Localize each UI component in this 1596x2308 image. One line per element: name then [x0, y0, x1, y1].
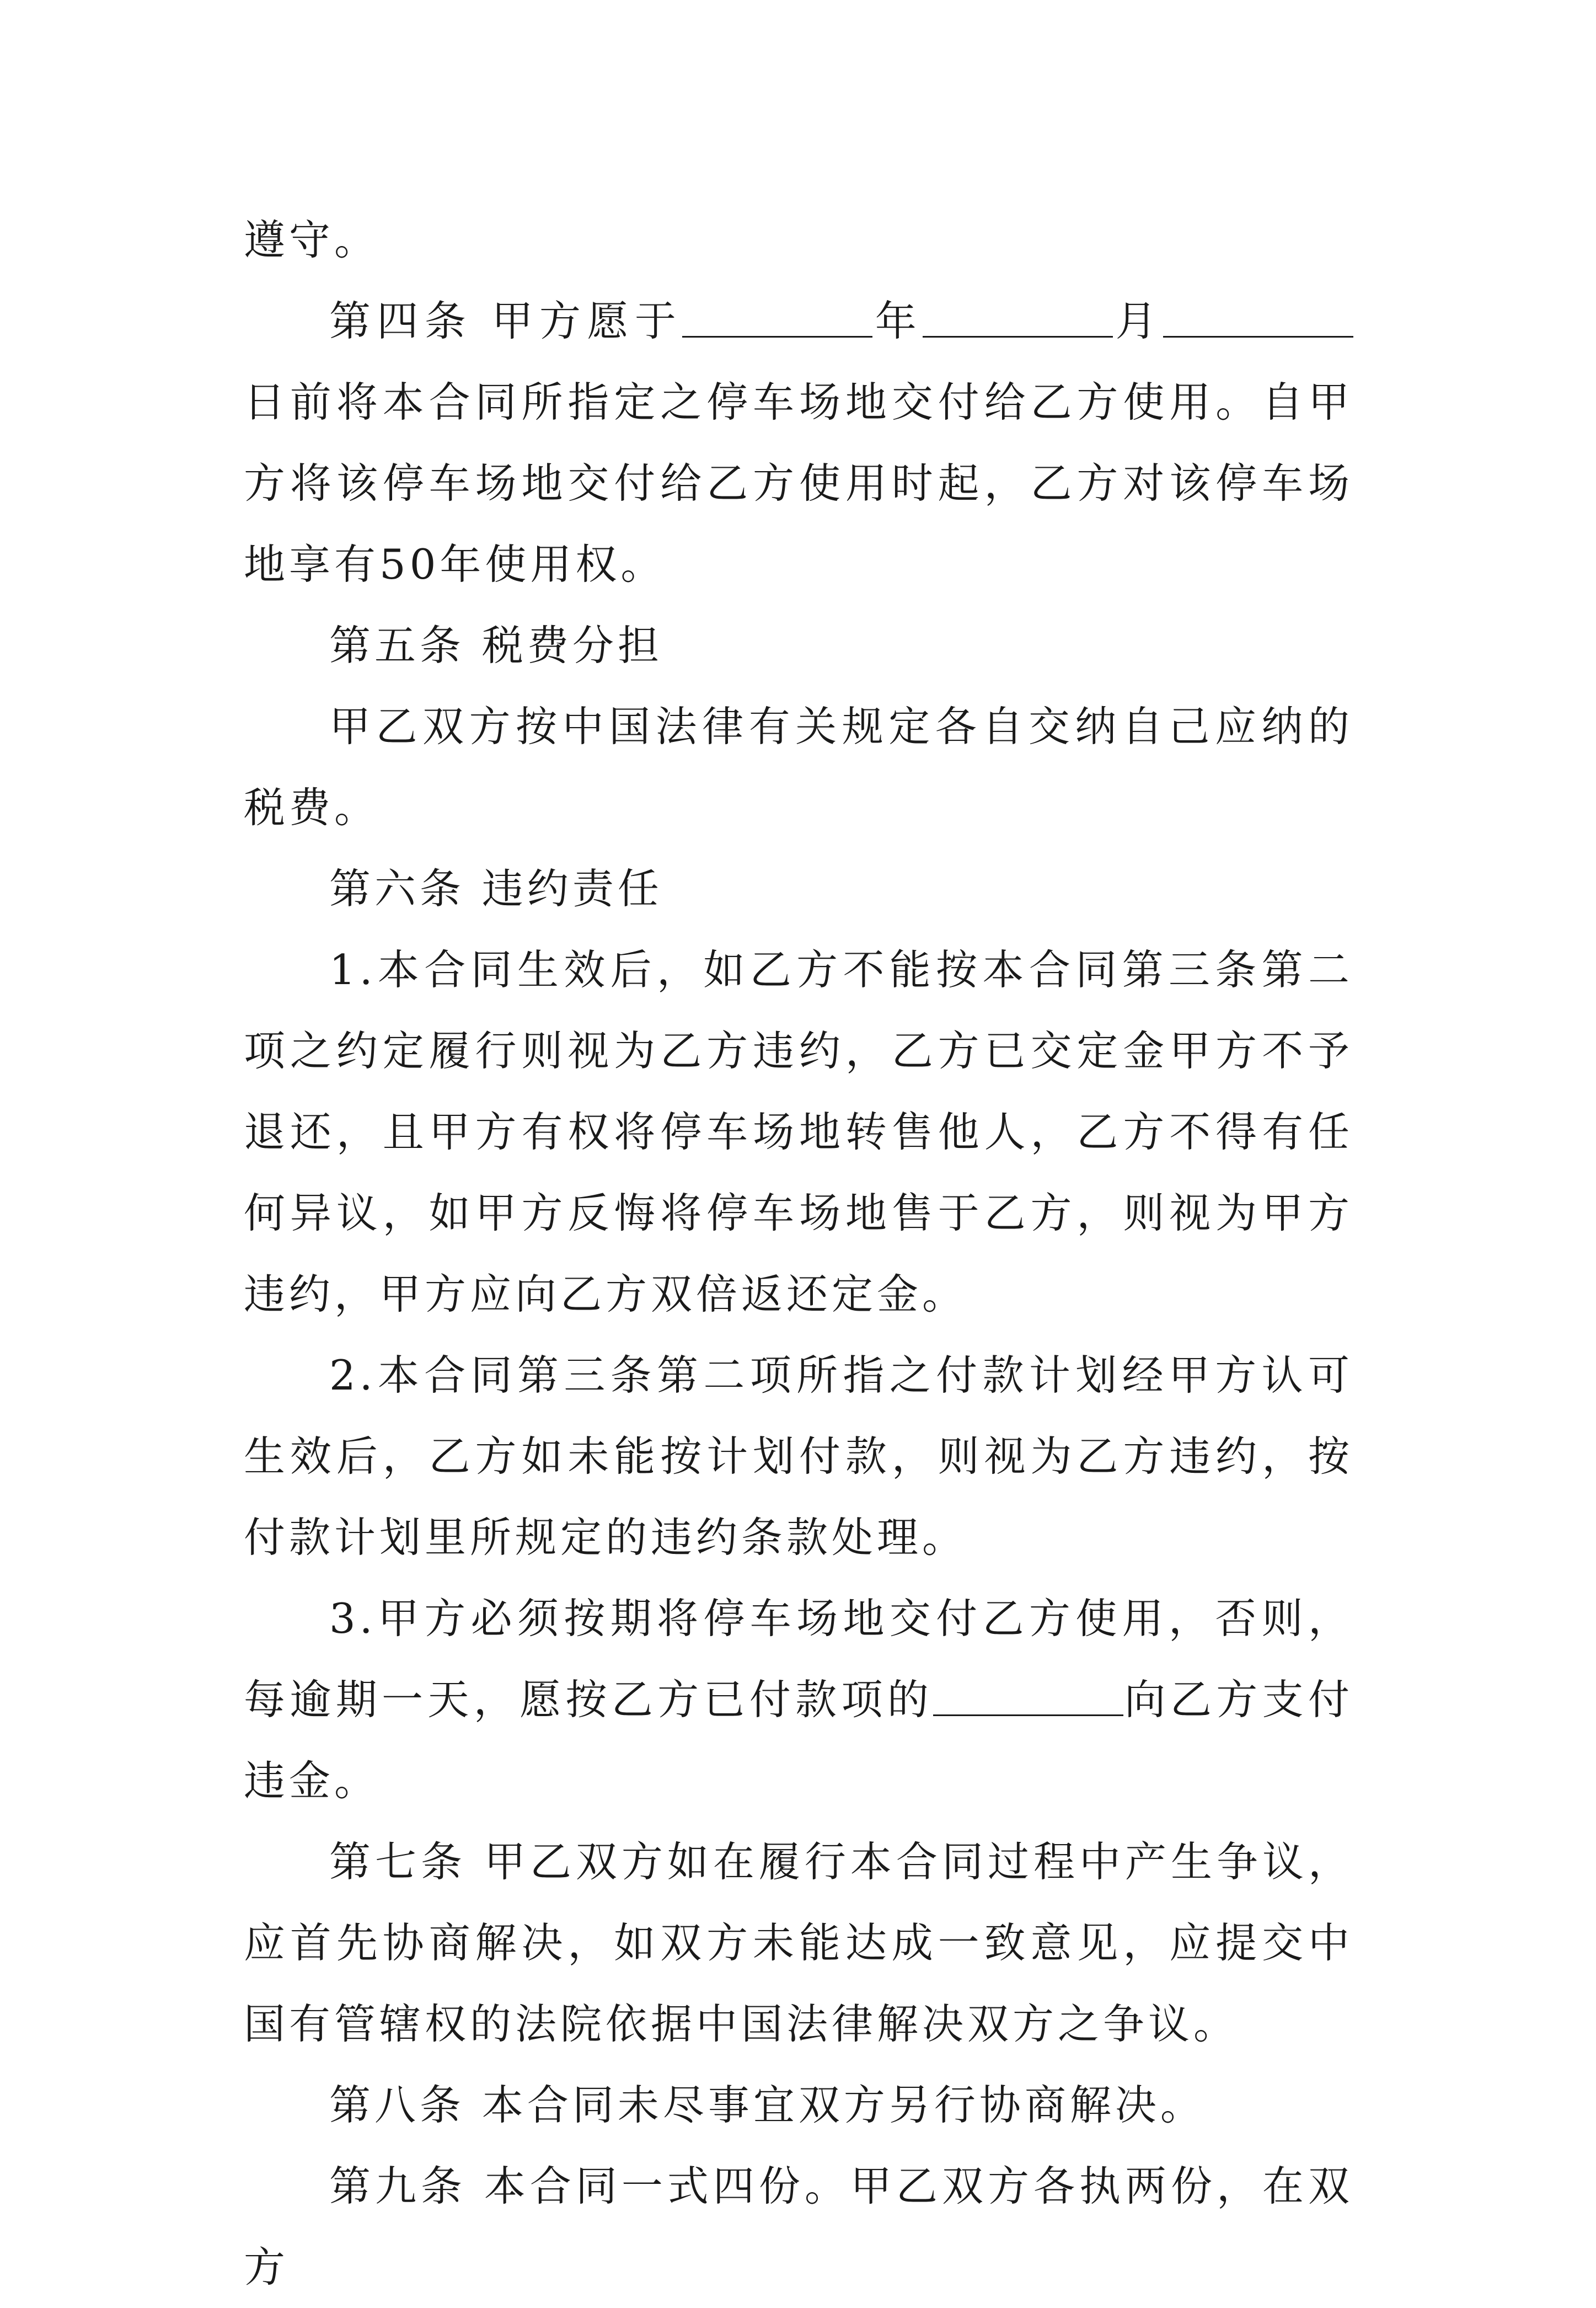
article-8 [244, 2065, 1353, 2146]
article-6-clause-2 [244, 1335, 1353, 1578]
year-label: 年 [872, 297, 923, 345]
article-9 [244, 2146, 1353, 2308]
paragraph-continuation [244, 200, 1353, 281]
article-8-text: 第八条 本合同未尽事宜双方另行协商解决。 [329, 2081, 1206, 2129]
clause-1-text: 1.本合同生效后，如乙方不能按本合同第三条第二项之约定履行则视为乙方违约，乙方已交定金甲方不予退还，且甲方有权将停车场地转售他人，乙方不得有任何异议，如甲方反悔将停车场地售于乙方，则视为甲方违约，甲方应向乙方双倍返还定金。 [244, 945, 1353, 1318]
article-9-text: 第九条 本合同一式四份。甲乙双方各执两份，在双方 [244, 2162, 1353, 2291]
blank-day-field [1163, 298, 1353, 338]
article-6-clause-3 [244, 1578, 1353, 1821]
article-4 [244, 281, 1353, 605]
article-7-text: 第七条 甲乙双方如在履行本合同过程中产生争议，应首先协商解决，如双方未能达成一致意见，应提交中国有管辖权的法院依据中国法律解决双方之争议。 [244, 1837, 1353, 2048]
article-6-title [244, 848, 1353, 929]
paragraph-text: 遵守。 [244, 216, 380, 264]
article-6-clause-1 [244, 929, 1353, 1335]
month-label: 月 [1113, 297, 1163, 345]
article-5-title [244, 605, 1353, 686]
clause-2-text: 2.本合同第三条第二项所指之付款计划经甲方认可生效后，乙方如未能按计划付款，则视为乙方违约，按付款计划里所规定的违约条款处理。 [244, 1351, 1353, 1562]
article-5-body [244, 686, 1353, 848]
article-6-heading: 第六条 违约责任 [329, 864, 663, 913]
blank-penalty-rate-field [933, 1677, 1123, 1716]
article-4-text-rest: 日前将本合同所指定之停车场地交付给乙方使用。自甲方将该停车场地交付给乙方使用时起，乙方对该停车场地享有50年使用权。 [244, 378, 1353, 589]
article-5-text: 甲乙双方按中国法律有关规定各自交纳自己应纳的税费。 [244, 702, 1353, 832]
blank-year-field [682, 298, 872, 338]
article-7 [244, 1821, 1353, 2065]
article-4-text-start: 第四条 甲方愿于 [329, 297, 683, 345]
clause-3-text-end: 向乙方支付违金。 [244, 1675, 1353, 1805]
document-page [244, 200, 1353, 2308]
article-5-heading: 第五条 税费分担 [329, 621, 663, 670]
blank-month-field [923, 298, 1113, 338]
clause-3-text-start: 3.甲方必须按期将停车场地交付乙方使用，否则，每逾期一天，愿按乙方已付款项的 [244, 1594, 1353, 1724]
